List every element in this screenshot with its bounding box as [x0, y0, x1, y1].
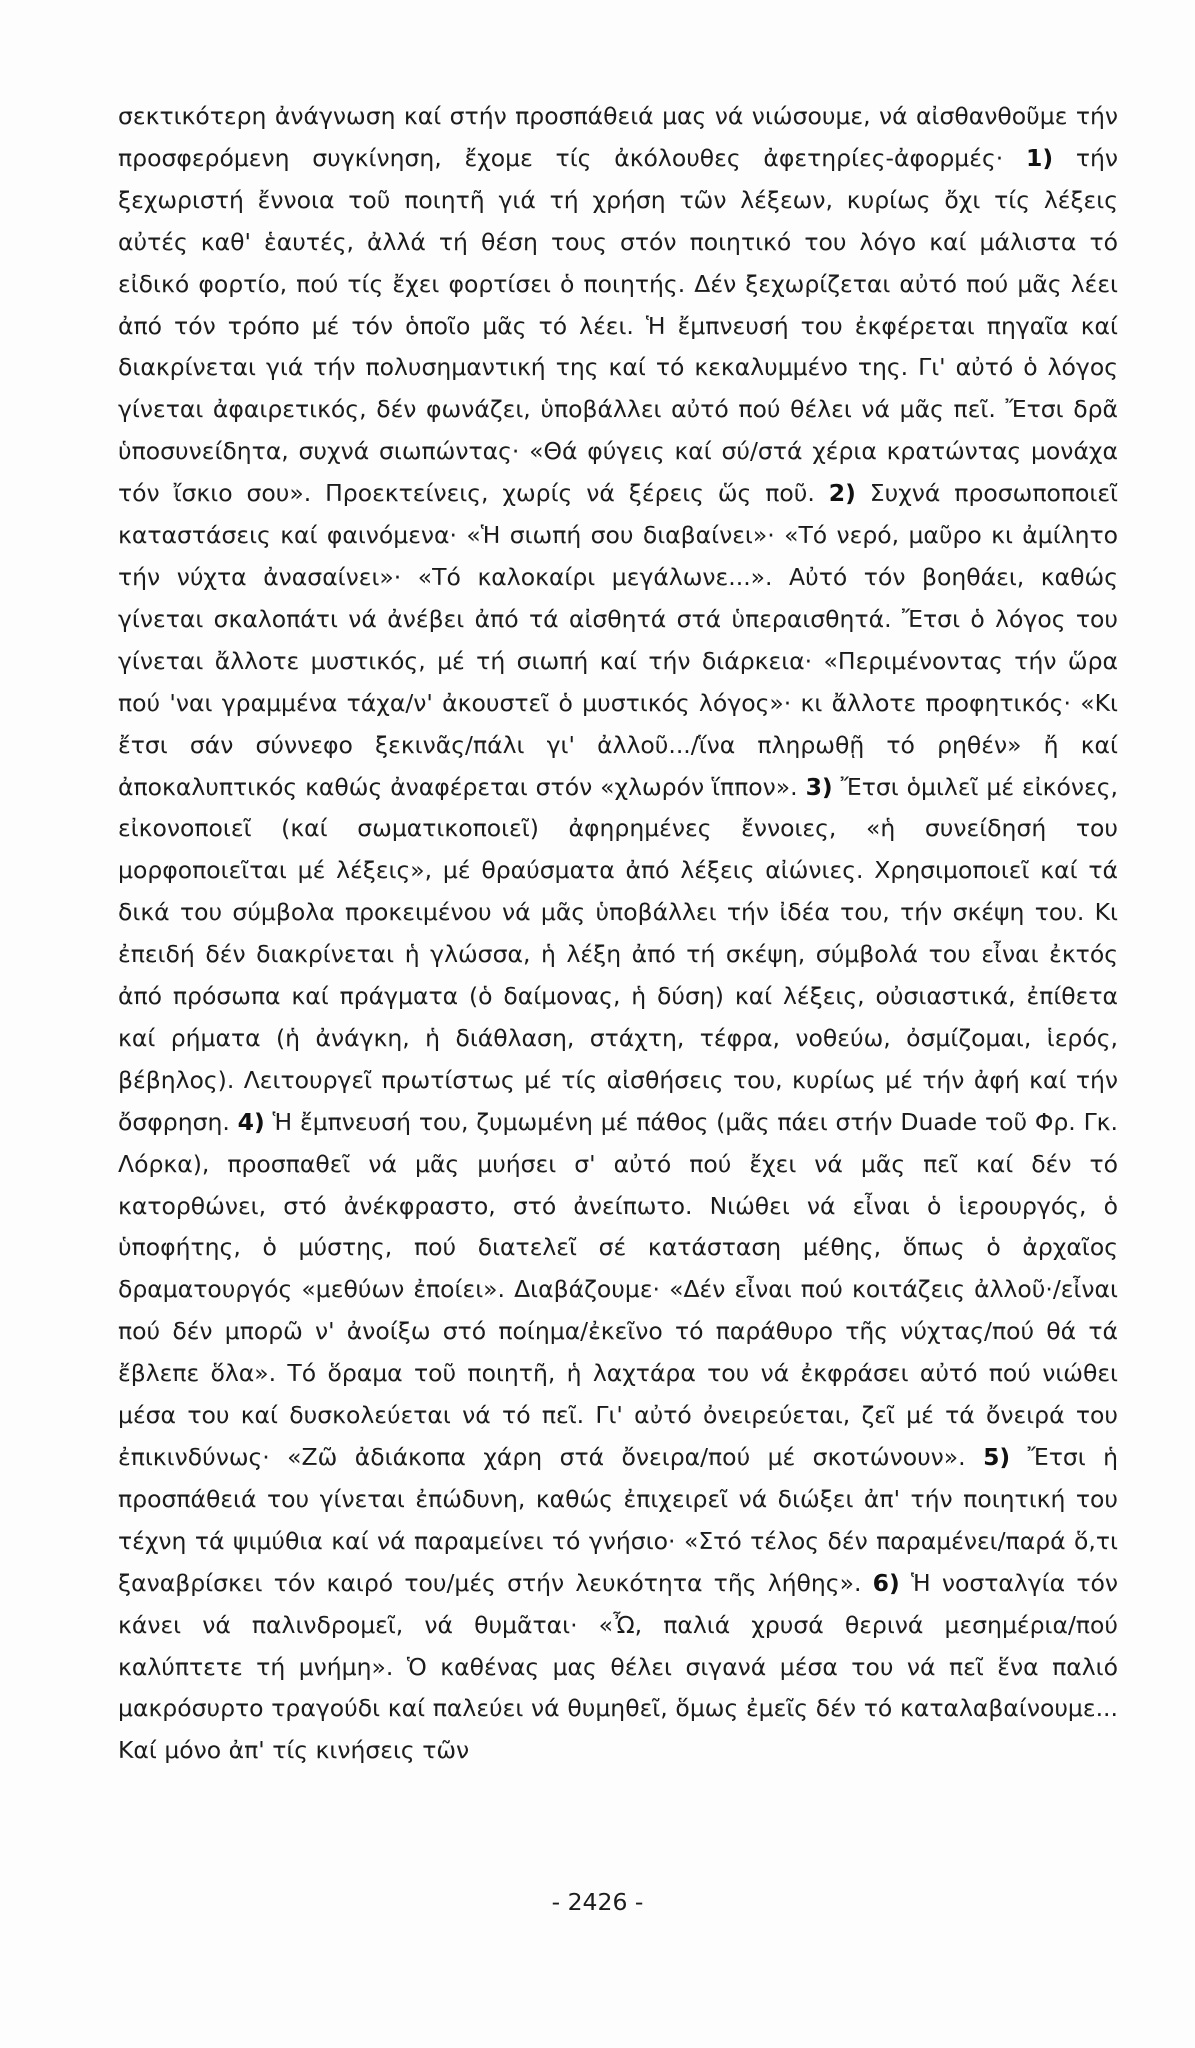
- text-run: Ἡ νοσταλγία τόν κάνει νά παλινδρομεῖ, νά θυμᾶται· «Ὦ, παλιά χρυσά θερινά μεσημέρια/πού καλύπτετε τή μνήμη». Ὁ καθένας μας θέλει σιγανά μέσα του νά πεῖ ἕνα παλιό μακρόσυρτο τραγούδι καί παλεύει νά θυμηθεῖ, ὅμως ἐμεῖς δέν τό καταλαβαίνουμε... Καί μόνο ἀπ' τίς κινήσεις τῶν: [118, 1568, 1118, 1765]
- body-paragraph: [118, 96, 1118, 1772]
- text-run: τήν ξεχωριστή ἔννοια τοῦ ποιητῆ γιά τή χρήση τῶν λέξεων, κυρίως ὄχι τίς λέξεις αὐτές καθ' ἑαυτές, ἀλλά τή θέση τους στόν ποιητικό του λόγο καί μάλιστα τό εἰδικό φορτίο, πού τίς ἔχει φορτίσει ὁ ποιητής. Δέν ξεχωρίζεται αὐτό πού μᾶς λέει ἀπό τόν τρόπο μέ τόν ὁποῖο μᾶς τό λέει. Ἡ ἔμπνευσή του ἐκφέρεται πηγαῖα καί διακρίνεται γιά τήν πολυσημαντική της καί τό κεκαλυμμένο της. Γι' αὐτό ὁ λόγος γίνεται ἀφαιρετικός, δέν φωνάζει, ὑποβάλλει αὐτό πού θέλει νά μᾶς πεῖ. Ἔτσι δρᾶ ὑποσυνείδητα, συχνά σιωπώντας· «Θά φύγεις καί σύ/στά χέρια κρατώντας μονάχα τόν ἴσκιο σου». Προεκτείνεις, χωρίς νά ξέρεις ὥς ποῦ.: [118, 143, 1119, 508]
- text-run: σεκτικότερη ἀνάγνωση καί στήν προσπάθειά μας νά νιώσουμε, νά αἰσθανθοῦμε τήν προσφερόμενη συγκίνηση, ἔχομε τίς ἀκόλουθες ἀφετηρίες-ἀφορμές·: [118, 102, 1118, 172]
- page-number: - 2426 -: [551, 1888, 644, 1916]
- list-marker-4: 4): [237, 1107, 265, 1136]
- text-run: Συχνά προσωποποιεῖ καταστάσεις καί φαινόμενα· «Ἡ σιωπή σου διαβαίνει»· «Τό νερό, μαῦρο κι ἀμίλητο τήν νύχτα ἀνασαίνει»· «Τό καλοκαίρι μεγάλωνε...». Αὐτό τόν βοηθάει, καθώς γίνεται σκαλοπάτι νά ἀνέβει ἀπό τά αἰσθητά στά ὑπεραισθητά. Ἔτσι ὁ λόγος του γίνεται ἄλλοτε μυστικός, μέ τή σιωπή καί τήν διάρκεια· «Περιμένοντας τήν ὥρα πού 'ναι γραμμένα τάχα/ν' ἀκουστεῖ ὁ μυστικός λόγος»· κι ἄλλοτε προφητικός· «Κι ἔτσι σάν σύννεφο ξεκινᾶς/πάλι γι' ἀλλοῦ.../ἵνα πληρωθῇ τό ρηθέν» ἤ καί ἀποκαλυπτικός καθώς ἀναφέρεται στόν «χλωρόν ἵππον».: [118, 479, 1118, 801]
- list-marker-2: 2): [828, 479, 856, 508]
- text-run: Ἡ ἔμπνευσή του, ζυμωμένη μέ πάθος (μᾶς πάει στήν Duade τοῦ Φρ. Γκ. Λόρκα), προσπαθεῖ νά μᾶς μυήσει σ' αὐτό πού ἔχει νά μᾶς πεῖ καί δέν τό κατορθώνει, στό ἀνέκφραστο, στό ἀνείπωτο. Νιώθει νά εἶναι ὁ ἱερουργός, ὁ ὑποφήτης, ὁ μύστης, πού διατελεῖ σέ κατάσταση μέθης, ὅπως ὁ ἀρχαῖος δραματουργός «μεθύων ἐποίει». Διαβάζουμε· «Δέν εἶναι πού κοιτάζεις ἀλλοῦ·/εἶναι πού δέν μπορῶ ν' ἀνοίξω στό ποίημα/ἐκεῖνο τό παράθυρο τῆς νύχτας/πού θά τά ἔβλεπε ὅλα». Τό ὅραμα τοῦ ποιητῆ, ἡ λαχτάρα του νά ἐκφράσει αὐτό πού νιώθει μέσα του καί δυσκολεύεται νά τό πεῖ. Γι' αὐτό ὀνειρεύεται, ζεῖ μέ τά ὄνειρά του ἐπικινδύνως· «Ζῶ ἀδιάκοπα χάρη στά ὄνειρα/πού μέ σκοτώνουν».: [118, 1107, 1118, 1471]
- list-marker-5: 5): [983, 1443, 1011, 1471]
- list-marker-3: 3): [805, 772, 833, 801]
- text-run: Ἔτσι ἡ προσπάθειά του γίνεται ἐπώδυνη, καθώς ἐπιχειρεῖ νά διώξει ἀπ' τήν ποιητική του τέχνη τά ψιμύθια καί νά παραμείνει τό γνήσιο· «Στό τέλος δέν παραμένει/παρά ὅ,τι ξαναβρίσκει τόν καιρό του/μές στήν λευκότητα τῆς λήθης».: [118, 1443, 1118, 1597]
- list-marker-6: 6): [872, 1568, 900, 1597]
- list-marker-1: 1): [1025, 143, 1054, 172]
- text-run: Ἔτσι ὁμιλεῖ μέ εἰκόνες, εἰκονοποιεῖ (καί σωματικοποιεῖ) ἀφηρημένες ἔννοιες, «ἡ συνείδησή του μορφοποιεῖται μέ λέξεις», μέ θραύσματα ἀπό λέξεις αἰώνιες. Χρησιμοποιεῖ καί τά δικά του σύμβολα προκειμένου νά μᾶς ὑποβάλλει τήν ἰδέα του, τήν σκέψη του. Κι ἐπειδή δέν διακρίνεται ἡ γλώσσα, ἡ λέξη ἀπό τή σκέψη, σύμβολά του εἶναι ἐκτός ἀπό πρόσωπα καί πράγματα (ὁ δαίμονας, ἡ δύση) καί λέξεις, οὐσιαστικά, ἐπίθετα καί ρήματα (ἡ ἀνάγκη, ἡ διάθλαση, στάχτη, τέφρα, νοθεύω, ὀσμίζομαι, ἱερός, βέβηλος). Λειτουργεῖ πρωτίστως μέ τίς αἰσθήσεις του, κυρίως μέ τήν ἀφή καί τήν ὄσφρηση.: [118, 772, 1118, 1136]
